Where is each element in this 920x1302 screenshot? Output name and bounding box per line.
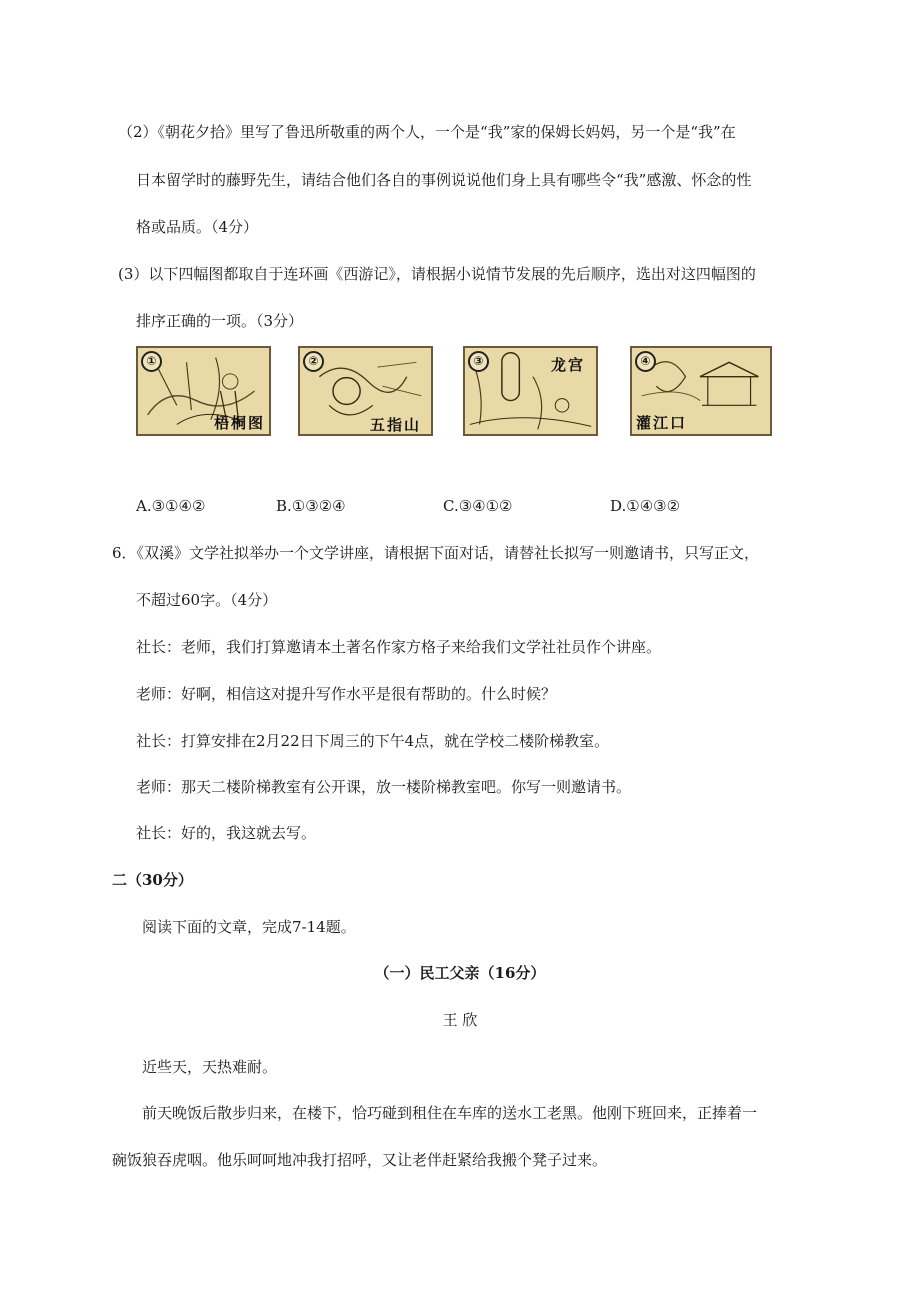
- article-title: （一）民工父亲（16分）: [374, 964, 546, 982]
- article-author: 王 欣: [442, 1011, 478, 1029]
- option-c-value: ③④①②: [458, 497, 513, 515]
- picture-caption-3: 龙宫: [551, 356, 586, 374]
- option-c[interactable]: [443, 496, 513, 516]
- q5-2-line1: （2）《朝花夕拾》里写了鲁迅所敬重的两个人，一个是“我”家的保姆长妈妈，另一个是“我”在: [118, 123, 736, 141]
- article-para-2-line2: 碗饭狼吞虎咽。他乐呵呵地冲我打招呼，又让老伴赶紧给我搬个凳子过来。: [112, 1151, 608, 1169]
- option-a-label: A.: [136, 497, 152, 515]
- q5-2-line2: 日本留学时的藤野先生，请结合他们各自的事例说说他们身上具有哪些令“我”感激、怀念的性: [136, 171, 752, 189]
- dialogue-line-2: 老师：好啊，相信这对提升写作水平是很有帮助的。什么时候？: [136, 685, 557, 703]
- picture-number-1: ①: [141, 351, 162, 372]
- comic-picture-2: [298, 346, 433, 436]
- comic-picture-1: [136, 346, 271, 436]
- option-b-label: B.: [276, 497, 292, 515]
- option-c-label: C.: [443, 497, 459, 515]
- picture-number-3: ③: [468, 351, 489, 372]
- picture-number-2: ②: [303, 351, 324, 372]
- dialogue-line-4: 老师：那天二楼阶梯教室有公开课，放一楼阶梯教室吧。你写一则邀请书。: [136, 778, 632, 796]
- option-b-value: ①③②④: [291, 497, 346, 515]
- picture-caption-1: 梧桐图: [214, 414, 266, 432]
- dialogue-line-3: 社长：打算安排在2月22日下周三的下午4点，就在学校二楼阶梯教室。: [136, 732, 610, 750]
- section-2-heading: 二（30分）: [112, 871, 193, 889]
- picture-caption-4: 灌江口: [636, 414, 688, 432]
- option-b[interactable]: [276, 496, 346, 516]
- option-d-value: ①④③②: [626, 497, 681, 515]
- q5-2-line3: 格或品质。（4分）: [136, 218, 259, 236]
- option-d-label: D.: [610, 497, 627, 515]
- comic-picture-4: [630, 346, 772, 436]
- option-a[interactable]: [136, 496, 205, 516]
- q5-3-line1: (3）以下四幅图都取自于连环画《西游记》，请根据小说情节发展的先后顺序，选出对这四幅图的: [118, 265, 756, 283]
- q6-line1: 6．《双溪》文学社拟举办一个文学讲座，请根据下面对话，请替社长拟写一则邀请书，只写正文，: [112, 544, 760, 562]
- q6-line2: 不超过60字。（4分）: [136, 591, 278, 609]
- picture-caption-2: 五指山: [370, 416, 422, 434]
- option-a-value: ③①④②: [151, 497, 206, 515]
- dialogue-line-1: 社长：老师，我们打算邀请本土著名作家方格子来给我们文学社社员作个讲座。: [136, 638, 662, 656]
- article-para-1: 近些天，天热难耐。: [142, 1058, 278, 1076]
- option-d[interactable]: [610, 496, 680, 516]
- dialogue-line-5: 社长：好的，我这就去写。: [136, 824, 317, 842]
- article-para-2-line1: 前天晚饭后散步归来，在楼下，恰巧碰到租住在车库的送水工老黑。他刚下班回来，正捧着一: [142, 1104, 758, 1122]
- picture-number-4: ④: [635, 351, 656, 372]
- q5-3-line2: 排序正确的一项。（3分）: [136, 312, 304, 330]
- comic-picture-3: [463, 346, 598, 436]
- section-2-instruction: 阅读下面的文章，完成7-14题。: [142, 918, 356, 936]
